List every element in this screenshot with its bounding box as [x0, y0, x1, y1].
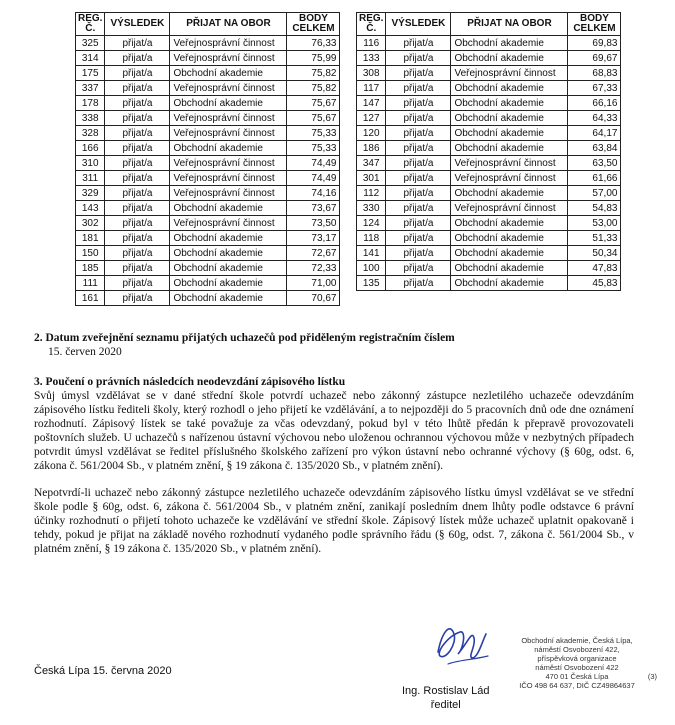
- table-row: [357, 111, 621, 126]
- cell-field: Obchodní akademie: [451, 111, 568, 126]
- cell-field: Obchodní akademie: [451, 96, 568, 111]
- cell-field: Obchodní akademie: [451, 81, 568, 96]
- table-row: [357, 66, 621, 81]
- cell-result: přijat/a: [386, 156, 451, 171]
- cell-result: přijat/a: [386, 231, 451, 246]
- cell-result: přijat/a: [386, 171, 451, 186]
- cell-field: Veřejnosprávní činnost: [170, 111, 287, 126]
- cell-field: Obchodní akademie: [170, 231, 287, 246]
- cell-points: 73,67: [287, 201, 340, 216]
- cell-result: přijat/a: [105, 111, 170, 126]
- cell-reg: 116: [357, 36, 386, 51]
- section3-paragraph-1: Svůj úmysl vzdělávat se v dané střední škole potvrdí uchazeč nebo zákonný zástupce nezletilého uchazeče odevzdáním zápisového lístku řediteli školy, který rozhodl o jeho přijetí ke vzdělávání, a to nejpozději do 5 pracovních dnů ode dne oznámení rozhodnutí. Zápisový lístek se také považuje za včas odevzdaný, pokud byl v této lhůtě předán k přepravě provozovateli poštovních služeb. U uchazečů s nařízenou ústavní výchovou nebo uloženou ochrannou výchovou může v nezbytných případech potvrdit úmysl vzdělávat se ředitel příslušného školského zařízení pro výkon ústavní nebo ochranné výchovy (§ 60g, odst. 6, zákona č. 561/2004 Sb., v platném znění, § 19 zákona č. 135/2020 Sb., v platném znění).: [34, 390, 634, 472]
- header-reg: REG. Č.: [76, 13, 105, 36]
- table-header-row: [357, 13, 621, 36]
- cell-result: přijat/a: [386, 201, 451, 216]
- table-row: [76, 36, 340, 51]
- table-row: [357, 231, 621, 246]
- cell-field: Veřejnosprávní činnost: [170, 171, 287, 186]
- cell-points: 66,16: [568, 96, 621, 111]
- cell-points: 73,17: [287, 231, 340, 246]
- section-publication-date: [34, 331, 634, 359]
- cell-field: Obchodní akademie: [451, 246, 568, 261]
- cell-reg: 120: [357, 126, 386, 141]
- cell-result: přijat/a: [386, 186, 451, 201]
- cell-field: Veřejnosprávní činnost: [451, 201, 568, 216]
- header-result: VÝSLEDEK: [386, 13, 451, 36]
- cell-field: Obchodní akademie: [451, 276, 568, 291]
- cell-points: 50,34: [568, 246, 621, 261]
- table-row: [76, 231, 340, 246]
- cell-points: 64,33: [568, 111, 621, 126]
- table-row: [357, 51, 621, 66]
- cell-field: Obchodní akademie: [170, 291, 287, 306]
- cell-points: 72,33: [287, 261, 340, 276]
- header-reg: REG. Č.: [357, 13, 386, 36]
- header-field: PŘIJAT NA OBOR: [451, 13, 568, 36]
- cell-points: 69,83: [568, 36, 621, 51]
- cell-field: Obchodní akademie: [451, 216, 568, 231]
- official-stamp: [497, 636, 657, 690]
- cell-result: přijat/a: [105, 126, 170, 141]
- cell-points: 57,00: [568, 186, 621, 201]
- cell-field: Obchodní akademie: [170, 141, 287, 156]
- table-row: [76, 276, 340, 291]
- table-row: [357, 216, 621, 231]
- cell-field: Obchodní akademie: [451, 51, 568, 66]
- cell-field: Obchodní akademie: [451, 186, 568, 201]
- stamp-line: Obchodní akademie, Česká Lípa,: [521, 636, 633, 645]
- cell-result: přijat/a: [105, 51, 170, 66]
- cell-result: přijat/a: [386, 216, 451, 231]
- cell-points: 61,66: [568, 171, 621, 186]
- table-row: [76, 201, 340, 216]
- table-body-right: [357, 36, 621, 291]
- cell-reg: 143: [76, 201, 105, 216]
- cell-points: 69,67: [568, 51, 621, 66]
- cell-reg: 330: [357, 201, 386, 216]
- cell-reg: 329: [76, 186, 105, 201]
- cell-points: 71,00: [287, 276, 340, 291]
- table-row: [357, 81, 621, 96]
- cell-field: Veřejnosprávní činnost: [170, 216, 287, 231]
- cell-result: přijat/a: [105, 186, 170, 201]
- cell-field: Veřejnosprávní činnost: [451, 171, 568, 186]
- table-row: [357, 276, 621, 291]
- cell-reg: 161: [76, 291, 105, 306]
- cell-points: 72,67: [287, 246, 340, 261]
- cell-result: přijat/a: [105, 156, 170, 171]
- cell-result: přijat/a: [386, 81, 451, 96]
- header-result: VÝSLEDEK: [105, 13, 170, 36]
- table-row: [76, 51, 340, 66]
- cell-reg: 111: [76, 276, 105, 291]
- table-row: [76, 261, 340, 276]
- cell-points: 64,17: [568, 126, 621, 141]
- stamp-line: 470 01 Česká Lípa: [545, 672, 609, 681]
- table-row: [76, 186, 340, 201]
- table-row: [76, 126, 340, 141]
- cell-field: Obchodní akademie: [451, 141, 568, 156]
- cell-result: přijat/a: [386, 276, 451, 291]
- cell-points: 54,83: [568, 201, 621, 216]
- cell-points: 45,83: [568, 276, 621, 291]
- cell-result: přijat/a: [105, 246, 170, 261]
- cell-reg: 100: [357, 261, 386, 276]
- cell-points: 70,67: [287, 291, 340, 306]
- cell-reg: 186: [357, 141, 386, 156]
- cell-points: 63,84: [568, 141, 621, 156]
- cell-result: přijat/a: [105, 291, 170, 306]
- table-row: [76, 81, 340, 96]
- cell-reg: 310: [76, 156, 105, 171]
- cell-field: Obchodní akademie: [170, 276, 287, 291]
- table-row: [76, 141, 340, 156]
- cell-reg: 127: [357, 111, 386, 126]
- cell-field: Obchodní akademie: [170, 261, 287, 276]
- table-row: [357, 126, 621, 141]
- cell-reg: 112: [357, 186, 386, 201]
- stamp-line: náměstí Osvobození 422,: [534, 645, 620, 654]
- admissions-table-left: [75, 12, 340, 306]
- cell-field: Veřejnosprávní činnost: [451, 156, 568, 171]
- section3-paragraph-2: Nepotvrdí-li uchazeč nebo zákonný zástupce nezletilého uchazeče odevzdáním zápisového lístku úmysl vzdělávat se ve střední škole podle § 60g, odst. 6, zákona č. 561/2004 Sb., v platném znění, zanikají posledním dnem lhůty podle odstavce 6 právní účinky rozhodnutí o přijetí tohoto uchazeče ke vzdělávání ve střední škole. Zápisový lístek může uchazeč uplatnit opakovaně i tehdy, pokud je přijat na základě nového rozhodnutí vydaného podle správního řádu (§ 60g, odst. 7, zákona č. 561/2004 Sb., v platném znění, § 19 zákona č. 135/2020 Sb., v platném znění).: [34, 487, 634, 555]
- cell-result: přijat/a: [105, 81, 170, 96]
- cell-field: Obchodní akademie: [451, 36, 568, 51]
- cell-points: 53,00: [568, 216, 621, 231]
- cell-reg: 314: [76, 51, 105, 66]
- cell-result: přijat/a: [386, 141, 451, 156]
- cell-reg: 124: [357, 216, 386, 231]
- section2-date: 15. červen 2020: [48, 346, 122, 358]
- cell-result: přijat/a: [105, 96, 170, 111]
- cell-field: Obchodní akademie: [170, 66, 287, 81]
- cell-result: přijat/a: [105, 171, 170, 186]
- table-row: [357, 36, 621, 51]
- section-legal-notice: [34, 375, 634, 473]
- cell-field: Obchodní akademie: [170, 246, 287, 261]
- section3-heading: 3. Poučení o právních následcích neodevzdání zápisového lístku: [34, 376, 346, 388]
- cell-field: Veřejnosprávní činnost: [170, 81, 287, 96]
- cell-field: Obchodní akademie: [451, 126, 568, 141]
- cell-reg: 308: [357, 66, 386, 81]
- cell-points: 75,33: [287, 141, 340, 156]
- signature-image: [428, 612, 498, 672]
- section2-heading: 2. Datum zveřejnění seznamu přijatých uchazečů pod přiděleným registračním číslem: [34, 332, 455, 344]
- stamp-line: příspěvková organizace: [537, 654, 617, 663]
- cell-points: 47,83: [568, 261, 621, 276]
- cell-points: 74,49: [287, 171, 340, 186]
- cell-reg: 178: [76, 96, 105, 111]
- cell-reg: 181: [76, 231, 105, 246]
- cell-reg: 302: [76, 216, 105, 231]
- table-row: [357, 186, 621, 201]
- cell-reg: 337: [76, 81, 105, 96]
- table-row: [357, 171, 621, 186]
- cell-result: přijat/a: [105, 261, 170, 276]
- cell-reg: 141: [357, 246, 386, 261]
- cell-field: Veřejnosprávní činnost: [170, 51, 287, 66]
- table-row: [76, 171, 340, 186]
- cell-points: 75,67: [287, 111, 340, 126]
- cell-result: přijat/a: [105, 141, 170, 156]
- cell-points: 68,83: [568, 66, 621, 81]
- table-row: [76, 156, 340, 171]
- table-row: [76, 66, 340, 81]
- table-row: [357, 201, 621, 216]
- cell-reg: 325: [76, 36, 105, 51]
- header-points: BODY CELKEM: [287, 13, 340, 36]
- cell-result: přijat/a: [386, 111, 451, 126]
- cell-points: 63,50: [568, 156, 621, 171]
- cell-points: 75,82: [287, 81, 340, 96]
- cell-result: přijat/a: [105, 201, 170, 216]
- cell-reg: 166: [76, 141, 105, 156]
- cell-reg: 118: [357, 231, 386, 246]
- table-row: [357, 96, 621, 111]
- cell-reg: 175: [76, 66, 105, 81]
- cell-result: přijat/a: [105, 36, 170, 51]
- cell-points: 67,33: [568, 81, 621, 96]
- table-row: [76, 291, 340, 306]
- cell-field: Obchodní akademie: [170, 201, 287, 216]
- table-body-left: [76, 36, 340, 306]
- cell-field: Veřejnosprávní činnost: [170, 126, 287, 141]
- cell-result: přijat/a: [105, 216, 170, 231]
- signer-name: Ing. Rostislav Lád: [402, 685, 490, 697]
- admissions-table-right: [356, 12, 621, 291]
- cell-result: přijat/a: [105, 276, 170, 291]
- cell-points: 74,16: [287, 186, 340, 201]
- cell-field: Veřejnosprávní činnost: [170, 36, 287, 51]
- cell-result: přijat/a: [386, 51, 451, 66]
- cell-reg: 347: [357, 156, 386, 171]
- place-and-date: Česká Lípa 15. června 2020: [34, 665, 172, 677]
- cell-reg: 185: [76, 261, 105, 276]
- cell-reg: 147: [357, 96, 386, 111]
- cell-reg: 301: [357, 171, 386, 186]
- signature-block: [402, 684, 489, 712]
- table-row: [357, 156, 621, 171]
- cell-points: 74,49: [287, 156, 340, 171]
- cell-field: Veřejnosprávní činnost: [170, 156, 287, 171]
- table-row: [76, 246, 340, 261]
- table-row: [76, 96, 340, 111]
- cell-reg: 338: [76, 111, 105, 126]
- cell-field: Obchodní akademie: [451, 231, 568, 246]
- cell-result: přijat/a: [105, 231, 170, 246]
- table-row: [76, 216, 340, 231]
- table-row: [357, 261, 621, 276]
- table-row: [357, 246, 621, 261]
- cell-result: přijat/a: [386, 261, 451, 276]
- header-field: PŘIJAT NA OBOR: [170, 13, 287, 36]
- cell-points: 76,33: [287, 36, 340, 51]
- cell-result: přijat/a: [386, 96, 451, 111]
- cell-points: 75,99: [287, 51, 340, 66]
- table-header-row: [76, 13, 340, 36]
- stamp-line: IČO 498 64 637, DIČ CZ49864637: [519, 681, 635, 690]
- cell-reg: 117: [357, 81, 386, 96]
- cell-points: 51,33: [568, 231, 621, 246]
- table-row: [357, 141, 621, 156]
- cell-result: přijat/a: [105, 66, 170, 81]
- cell-points: 75,82: [287, 66, 340, 81]
- cell-field: Obchodní akademie: [170, 96, 287, 111]
- cell-result: přijat/a: [386, 36, 451, 51]
- cell-reg: 150: [76, 246, 105, 261]
- cell-points: 75,67: [287, 96, 340, 111]
- stamp-number: (3): [647, 672, 657, 681]
- cell-reg: 135: [357, 276, 386, 291]
- cell-result: přijat/a: [386, 246, 451, 261]
- table-row: [76, 111, 340, 126]
- cell-reg: 311: [76, 171, 105, 186]
- cell-result: přijat/a: [386, 126, 451, 141]
- stamp-line: náměstí Osvobození 422: [535, 663, 619, 672]
- header-points: BODY CELKEM: [568, 13, 621, 36]
- cell-reg: 328: [76, 126, 105, 141]
- cell-field: Obchodní akademie: [451, 261, 568, 276]
- signer-title: ředitel: [430, 699, 461, 711]
- cell-field: Veřejnosprávní činnost: [170, 186, 287, 201]
- cell-points: 73,50: [287, 216, 340, 231]
- cell-reg: 133: [357, 51, 386, 66]
- cell-field: Veřejnosprávní činnost: [451, 66, 568, 81]
- cell-points: 75,33: [287, 126, 340, 141]
- cell-result: přijat/a: [386, 66, 451, 81]
